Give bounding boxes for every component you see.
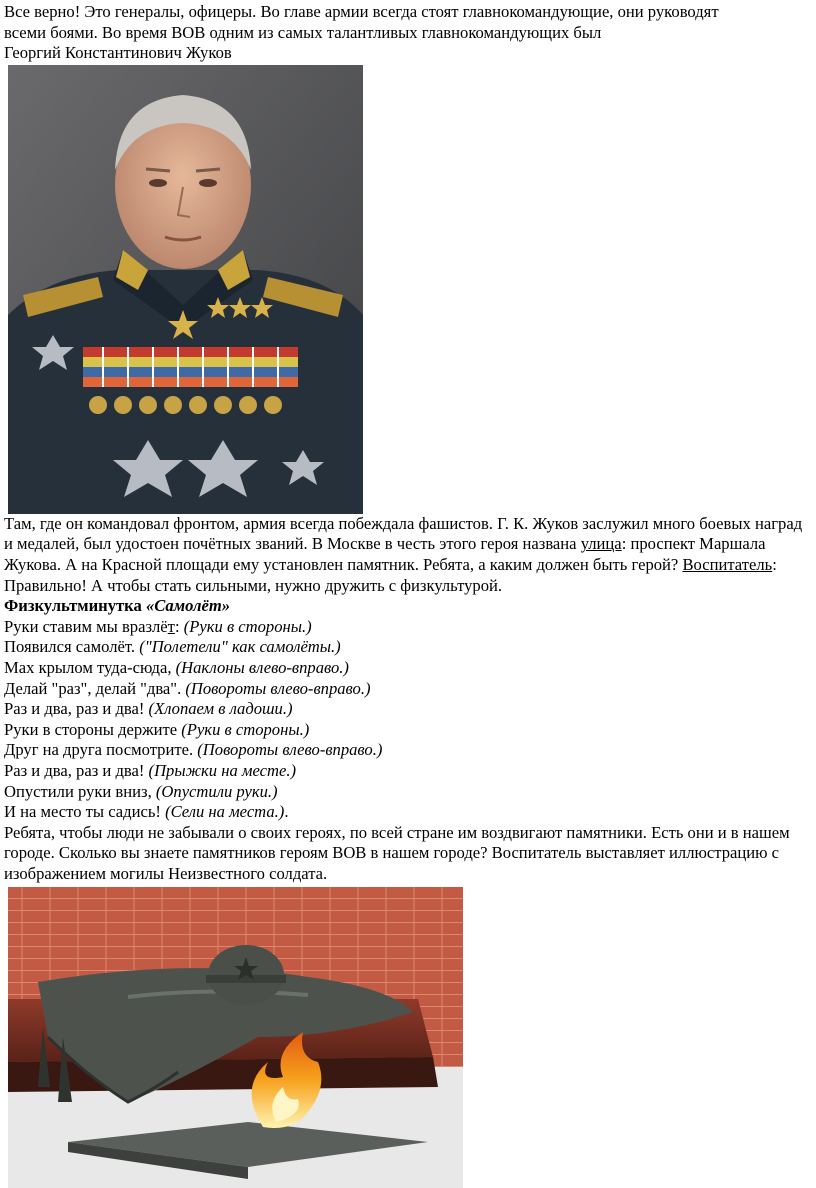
story-text-2: : проспект Маршала Жукова. А на Красной площади ему установлен памятник. Ребята, а каким должен быть герой? (4, 534, 766, 574)
unknown-soldier-tomb-photo (8, 887, 463, 1188)
line-note: (Наклоны влево-вправо.) (175, 657, 349, 677)
line-text: Друг на друга посмотрите. (4, 740, 198, 760)
teacher-label: Воспитатель (682, 554, 773, 574)
document-page (4, 0, 804, 1188)
zhukov-portrait (8, 65, 363, 514)
line-text: И на место ты садись! (4, 802, 166, 822)
exercise-line (4, 782, 804, 803)
line-tail: . (284, 802, 289, 822)
line-after: : (174, 616, 184, 636)
line-text: Опустили руки вниз, (4, 781, 156, 801)
exercise-line (4, 699, 804, 720)
line-note: (Повороты влево-вправо.) (197, 740, 383, 760)
story-text-1: Там, где он командовал фронтом, армия всегда побеждала фашистов. Г. К. Жуков заслужил много боевых наград и медалей, был удостоен почётных званий. В Москве в честь этого героя названа (4, 513, 803, 554)
street-link-text: улица (580, 534, 622, 554)
exercise-line (4, 740, 804, 761)
story-text-3: : Правильно! А чтобы стать сильными, нужно дружить с физкультурой. (4, 554, 777, 595)
outro-paragraph: Ребята, чтобы люди не забывали о своих героях, по всей стране им воздвигают памятники. Есть они и в нашем городе. Сколько вы знаете памятников героям ВОВ в нашем городе? Воспитатель выставляет иллюстрацию с изображением могилы Неизвестного солдата. (4, 822, 790, 883)
line-note: (Прыжки на месте.) (148, 760, 297, 780)
line-text: Появился самолёт. (4, 637, 140, 657)
exercise-line (4, 658, 804, 679)
intro-paragraph (4, 2, 804, 64)
exercise-line (4, 802, 804, 823)
exercise-heading-label: Физкультминутка (4, 596, 142, 616)
line-note: (Хлопаем в ладоши.) (148, 699, 293, 719)
line-text: Мах крылом туда-сюда, (4, 657, 176, 677)
intro-line-1: Все верно! Это генералы, офицеры. Во главе армии всегда стоят главнокомандующие, они руководят (4, 2, 719, 21)
exercise-line (4, 637, 804, 658)
line-text: Раз и два, раз и два! (4, 699, 149, 719)
line-note: (Опустили руки.) (155, 781, 278, 801)
line-note: (Повороты влево-вправо.) (185, 678, 371, 698)
line-note: (Руки в стороны.) (183, 616, 312, 636)
line-underlined: т (167, 616, 175, 636)
line-text: Руки в стороны держите (4, 719, 182, 739)
line-text: Раз и два, раз и два! (4, 760, 149, 780)
line-text: Делай "раз", делай "два". (4, 678, 186, 698)
line-note: (Руки в стороны.) (181, 719, 310, 739)
line-note: ("Полетели" как самолёты.) (139, 637, 341, 657)
exercise-line (4, 679, 804, 700)
line-note: (Сели на места.) (165, 802, 285, 822)
exercise-line (4, 720, 804, 741)
line-text: Руки ставим мы вразлё (4, 616, 168, 636)
exercise-heading (4, 596, 804, 617)
exercise-line (4, 617, 804, 638)
exercise-title: «Самолёт» (145, 596, 231, 616)
exercise-line (4, 761, 804, 782)
intro-line-3: Георгий Константинович Жуков (4, 43, 232, 63)
intro-line-2: всеми боями. Во время ВОВ одним из самых талантливых главнокомандующих был (4, 22, 602, 42)
story-paragraph (4, 514, 804, 596)
